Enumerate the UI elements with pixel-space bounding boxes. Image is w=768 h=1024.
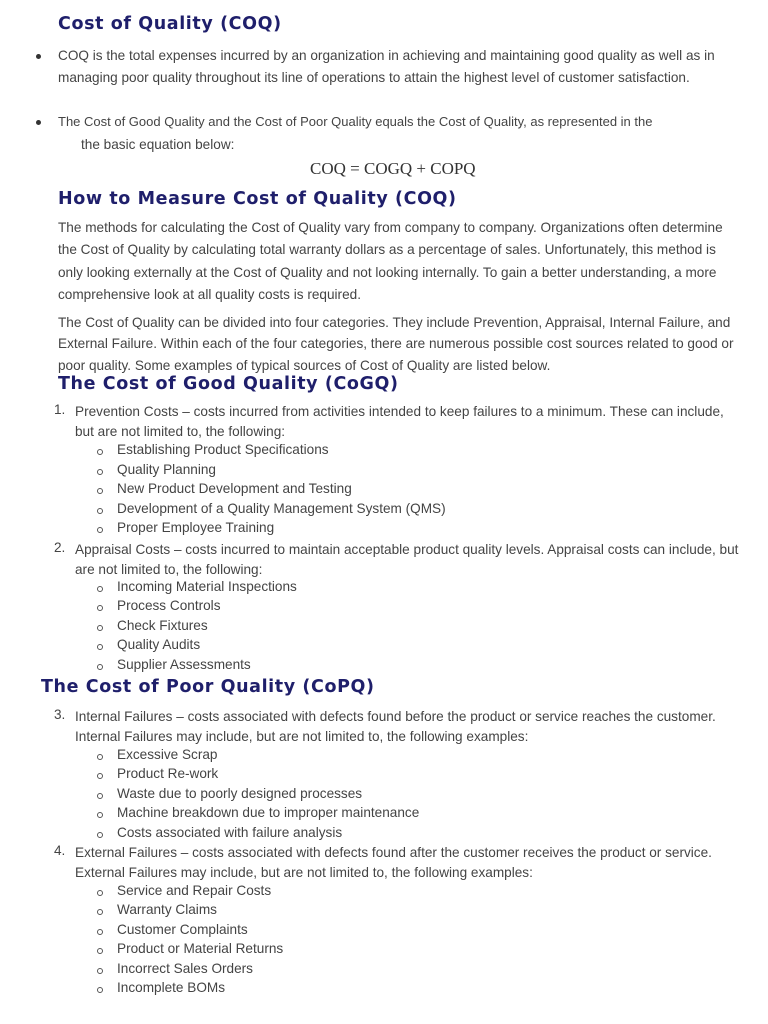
list-number: 3. [54, 707, 66, 722]
list-item: Product Re-work [117, 766, 219, 781]
list-item-prevention-costs: Prevention Costs – costs incurred from activities intended to keep failures to a minimum. These can include, but are not limited to, the following: [75, 404, 724, 439]
list-item: Customer Complaints [117, 922, 248, 937]
list-item: Warranty Claims [117, 902, 217, 917]
coq-equation: COQ = COGQ + COPQ [310, 159, 476, 178]
bullet-dot [36, 54, 41, 59]
sub-bullet [97, 625, 103, 631]
sub-bullet [97, 909, 103, 915]
sub-bullet [97, 527, 103, 533]
heading-cost-of-poor-quality: The Cost of Poor Quality (CoPQ) [41, 677, 375, 697]
bullet-dot [36, 120, 41, 125]
sub-bullet [97, 605, 103, 611]
list-number: 4. [54, 843, 66, 858]
sub-bullet [97, 793, 103, 799]
list-item: Incorrect Sales Orders [117, 961, 253, 976]
list-item: New Product Development and Testing [117, 481, 352, 496]
bullet-coq-equation-intro-cont: the basic equation below: [81, 137, 235, 152]
sub-bullet [97, 987, 103, 993]
list-number: 1. [54, 402, 66, 417]
paragraph-four-categories: The Cost of Quality can be divided into four categories. They include Prevention, Appraisal, Internal Failure, and External Failure. Within each of the four categories, there are numerous possible cost sources related to good or poor quality. Some examples of typical sources of Cost of Quality are listed below. [58, 315, 734, 373]
list-item: Proper Employee Training [117, 520, 275, 535]
sub-bullet [97, 773, 103, 779]
bullet-coq-definition: COQ is the total expenses incurred by an organization in achieving and maintaining good quality as well as in managing poor quality throughout its line of operations to attain the highest level of customer satisfaction. [58, 48, 715, 85]
list-item: Quality Audits [117, 637, 201, 652]
sub-bullet [97, 586, 103, 592]
list-item-appraisal-costs: Appraisal Costs – costs incurred to maintain acceptable product quality levels. Appraisal costs can include, but are not limited to, the following: [75, 542, 739, 577]
heading-cost-of-quality: Cost of Quality (COQ) [58, 14, 282, 34]
list-item: Development of a Quality Management System (QMS) [117, 501, 446, 516]
sub-bullet [97, 508, 103, 514]
sub-bullet [97, 449, 103, 455]
list-item: Supplier Assessments [117, 657, 251, 672]
list-item: Service and Repair Costs [117, 883, 272, 898]
list-item-internal-failures: Internal Failures – costs associated with defects found before the product or service reaches the customer. Internal Failures may include, but are not limited to, the following examples: [75, 709, 716, 744]
sub-bullet [97, 948, 103, 954]
list-item-external-failures: External Failures – costs associated with defects found after the customer receives the product or service. External Failures may include, but are not limited to, the following examples: [75, 845, 712, 880]
list-item: Excessive Scrap [117, 747, 218, 762]
sub-bullet [97, 832, 103, 838]
list-number: 2. [54, 540, 66, 555]
list-item: Incomplete BOMs [117, 980, 226, 995]
list-item: Machine breakdown due to improper maintenance [117, 805, 420, 820]
heading-how-to-measure: How to Measure Cost of Quality (COQ) [58, 189, 457, 209]
sub-bullet [97, 754, 103, 760]
sub-bullet [97, 968, 103, 974]
sub-bullet [97, 890, 103, 896]
list-item: Product or Material Returns [117, 941, 284, 956]
list-item: Establishing Product Specifications [117, 442, 329, 457]
bullet-coq-equation-intro: The Cost of Good Quality and the Cost of Poor Quality equals the Cost of Quality, as represented in the [58, 114, 653, 129]
sub-bullet [97, 644, 103, 650]
sub-bullet [97, 469, 103, 475]
paragraph-measurement-methods: The methods for calculating the Cost of Quality vary from company to company. Organizations often determine the Cost of Quality by calculating total warranty dollars as a percentage of sales. Unfortunately, this method is only looking externally at the Cost of Quality and not looking internally. To gain a better understanding, a more comprehensive look at all quality costs is required. [58, 220, 723, 302]
sub-bullet [97, 812, 103, 818]
sub-bullet [97, 929, 103, 935]
list-item: Process Controls [117, 598, 221, 613]
list-item: Incoming Material Inspections [117, 579, 297, 594]
list-item: Check Fixtures [117, 618, 208, 633]
list-item: Quality Planning [117, 462, 216, 477]
sub-bullet [97, 664, 103, 670]
heading-cost-of-good-quality: The Cost of Good Quality (CoGQ) [58, 374, 399, 394]
list-item: Costs associated with failure analysis [117, 825, 343, 840]
sub-bullet [97, 488, 103, 494]
list-item: Waste due to poorly designed processes [117, 786, 363, 801]
